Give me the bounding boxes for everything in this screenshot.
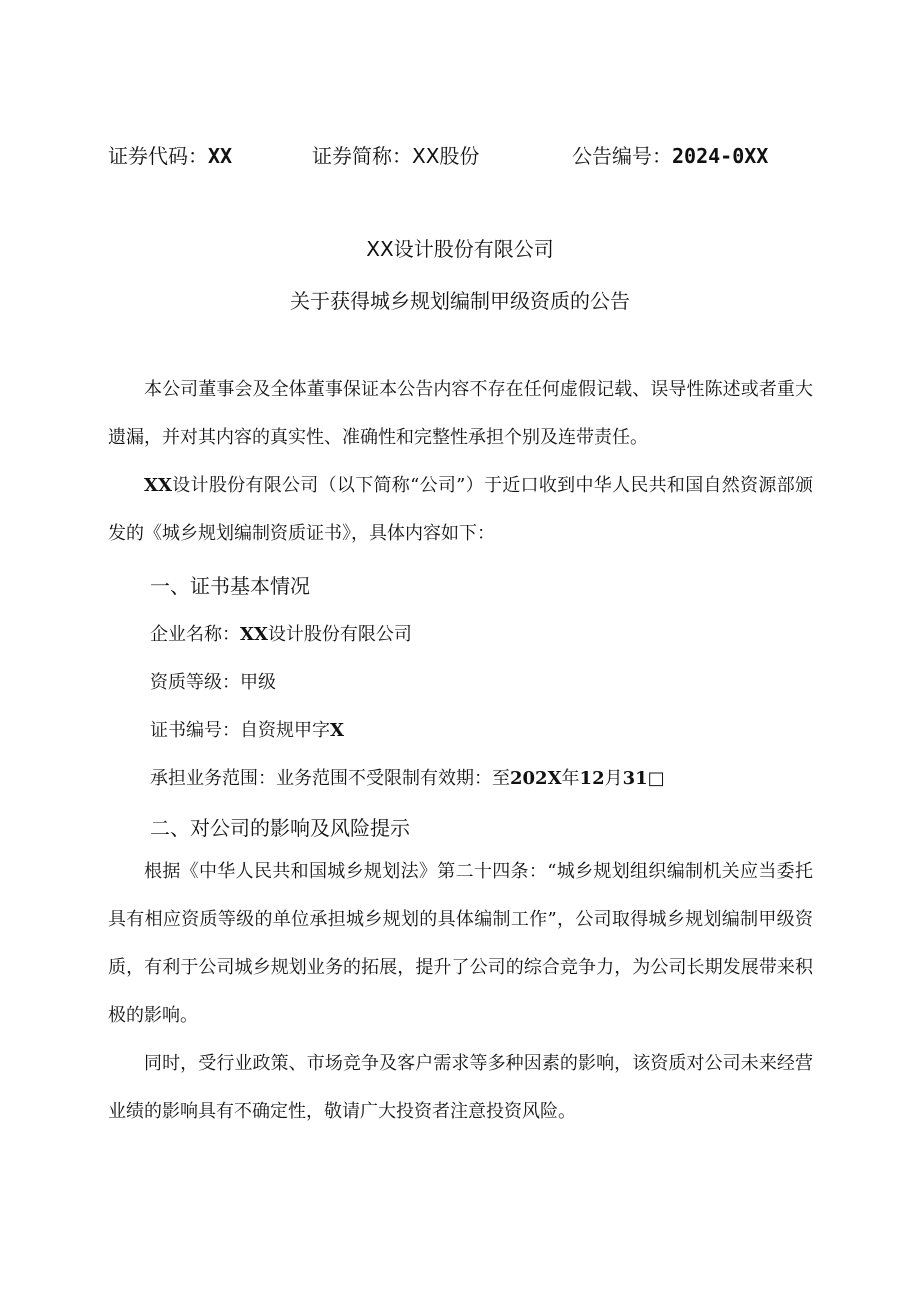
business-scope-value: 业务范围不受限制有效期：至: [276, 768, 510, 789]
qualification-grade-value: 甲级: [240, 672, 276, 693]
company-name-abbr: XX: [240, 624, 268, 645]
certificate-number-suffix: X: [330, 720, 344, 741]
business-scope-label: 承担业务范围：: [150, 768, 276, 789]
board-statement-paragraph: 本公司董事会及全体董事保证本公告内容不存在任何虚假记载、误导性陈述或者重大遗漏，并对其内容的真实性、准确性和完整性承担个别及连带责任。: [108, 379, 813, 448]
section-heading-impact: 二、对公司的影响及风险提示: [150, 816, 410, 840]
qualification-grade-label: 资质等级：: [150, 672, 240, 693]
security-code-label: 证券代码：: [108, 144, 208, 168]
receipt-text: 设计股份有限公司（以下简称“公司”）于近口收到中华人民共和国自然资源部颁发的《城乡规划编制资质证书》，具体内容如下：: [108, 475, 813, 544]
validity-month: 12: [579, 768, 605, 789]
validity-year: 202X: [510, 768, 562, 789]
notice-number-value: 2024-0XX: [672, 144, 769, 168]
notice-number-label: 公告编号：: [572, 144, 672, 168]
notice-number: [572, 140, 768, 170]
certificate-number-label: 证书编号：: [150, 720, 240, 741]
security-code-value: XX: [208, 144, 233, 168]
company-name-label: 企业名称：: [150, 624, 240, 645]
security-abbreviation: [312, 140, 479, 170]
qualification-grade-line: [150, 668, 276, 694]
company-name-line: [150, 620, 412, 646]
receipt-paragraph: [108, 462, 813, 558]
validity-month-unit: 月: [604, 768, 623, 789]
business-scope-line: [150, 764, 665, 790]
security-abbreviation-label: 证券简称：: [312, 144, 412, 168]
validity-day: 31: [622, 768, 648, 789]
impact-paragraph: 根据《中华人民共和国城乡规划法》第二十四条：“城乡规划组织编制机关应当委托具有相应资质等级的单位承担城乡规划的具体编制工作”，公司取得城乡规划编制甲级资质，有利于公司城乡规划业务的拓展，提升了公司的综合竞争力，为公司长期发展带来积极的影响。: [108, 861, 813, 1026]
announcement-title: 关于获得城乡规划编制甲级资质的公告: [290, 289, 630, 313]
certificate-number-value: 自资规甲字: [240, 720, 330, 741]
security-abbreviation-value: XX股份: [412, 144, 480, 168]
company-title: XX设计股份有限公司: [366, 237, 554, 261]
validity-year-unit: 年: [561, 768, 580, 789]
receipt-company-abbr: XX: [144, 475, 172, 496]
validity-day-glyph: □: [647, 768, 665, 789]
risk-paragraph: 同时，受行业政策、市场竞争及客户需求等多种因素的影响，该资质对公司未来经营业绩的影响具有不确定性，敬请广大投资者注意投资风险。: [108, 1053, 813, 1122]
company-name-rest: 设计股份有限公司: [267, 624, 412, 645]
section-heading-certificate: 一、证书基本情况: [150, 574, 310, 598]
certificate-number-line: [150, 716, 344, 742]
security-code: [108, 140, 232, 170]
